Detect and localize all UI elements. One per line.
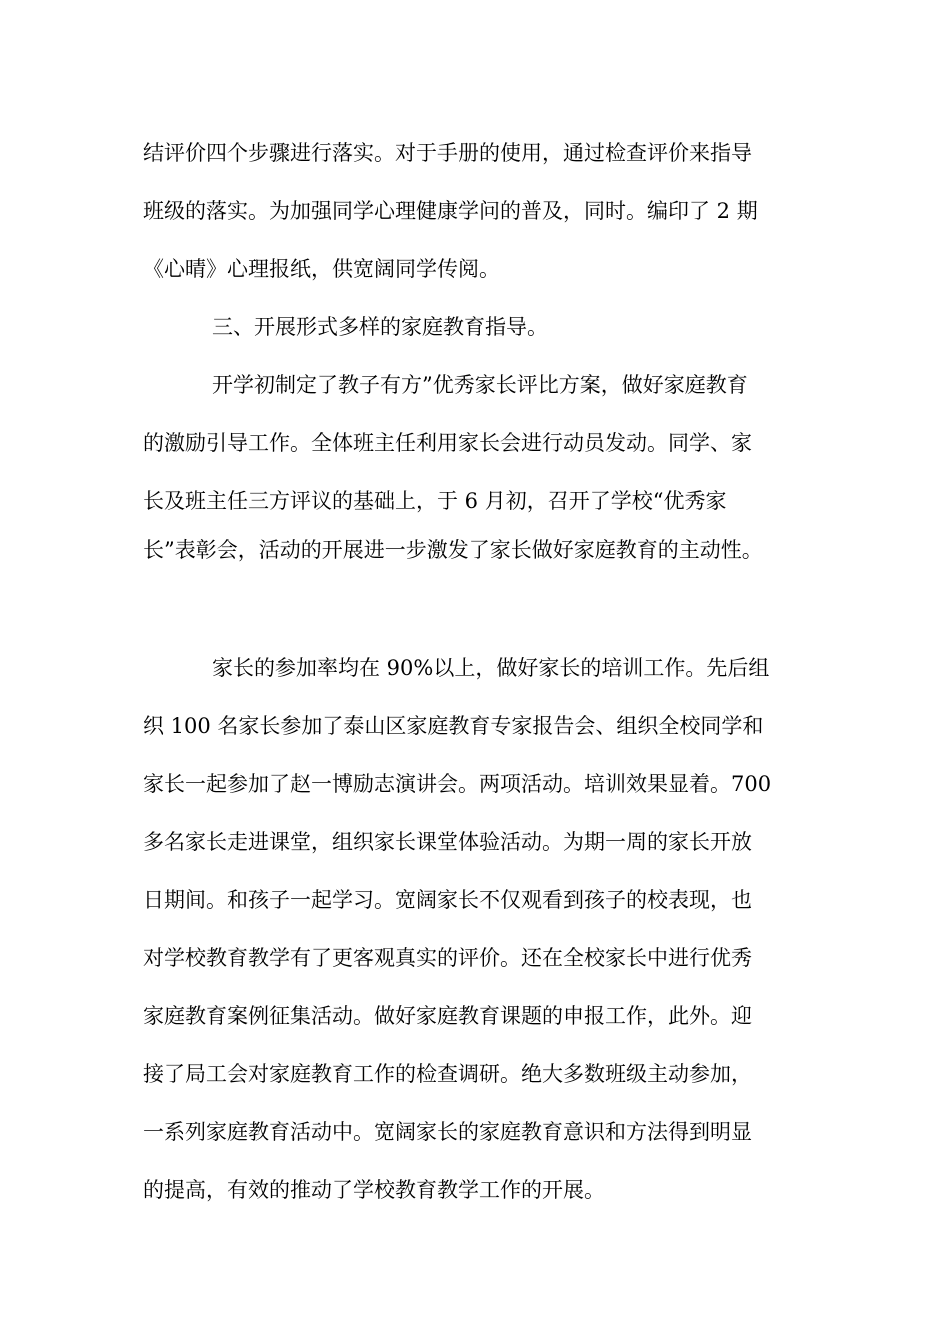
paragraph-line: 织 100 名家长参加了泰山区家庭教育专家报告会、组织全校同学和 bbox=[143, 714, 764, 738]
paragraph-line: 长”表彰会，活动的开展进一步激发了家长做好家庭教育的主动性。 bbox=[143, 538, 763, 562]
paragraph-line: 的提高，有效的推动了学校教育教学工作的开展。 bbox=[143, 1178, 605, 1202]
paragraph-line: 家庭教育案例征集活动。做好家庭教育课题的申报工作，此外。迎 bbox=[143, 1004, 752, 1028]
paragraph-line: 长及班主任三方评议的基础上，于 6 月初，召开了学校“优秀家 bbox=[143, 489, 727, 513]
paragraph-line: 日期间。和孩子一起学习。宽阔家长不仅观看到孩子的校表现，也 bbox=[143, 888, 752, 912]
paragraph-line: 对学校教育教学有了更客观真实的评价。还在全校家长中进行优秀 bbox=[143, 946, 752, 970]
paragraph-line: 开学初制定了教子有方”优秀家长评比方案，做好家庭教育 bbox=[212, 373, 748, 397]
paragraph-line: 一系列家庭教育活动中。宽阔家长的家庭教育意识和方法得到明显 bbox=[143, 1120, 752, 1144]
paragraph-line: 家长的参加率均在 90%以上，做好家长的培训工作。先后组 bbox=[212, 656, 770, 680]
paragraph-line: 《心晴》心理报纸，供宽阔同学传阅。 bbox=[143, 257, 500, 281]
paragraph-line: 家长一起参加了赵一博励志演讲会。两项活动。培训效果显着。700 bbox=[143, 772, 772, 796]
paragraph-line: 结评价四个步骤进行落实。对于手册的使用，通过检查评价来指导 bbox=[143, 141, 752, 165]
paragraph-line: 班级的落实。为加强同学心理健康学问的普及，同时。编印了 2 期 bbox=[143, 199, 758, 223]
paragraph-line: 多名家长走进课堂，组织家长课堂体验活动。为期一周的家长开放 bbox=[143, 830, 752, 854]
paragraph-line: 接了局工会对家庭教育工作的检查调研。绝大多数班级主动参加， bbox=[143, 1062, 752, 1086]
section-heading: 三、开展形式多样的家庭教育指导。 bbox=[212, 315, 548, 339]
paragraph-line: 的激励引导工作。全体班主任利用家长会进行动员发动。同学、家 bbox=[143, 431, 752, 455]
